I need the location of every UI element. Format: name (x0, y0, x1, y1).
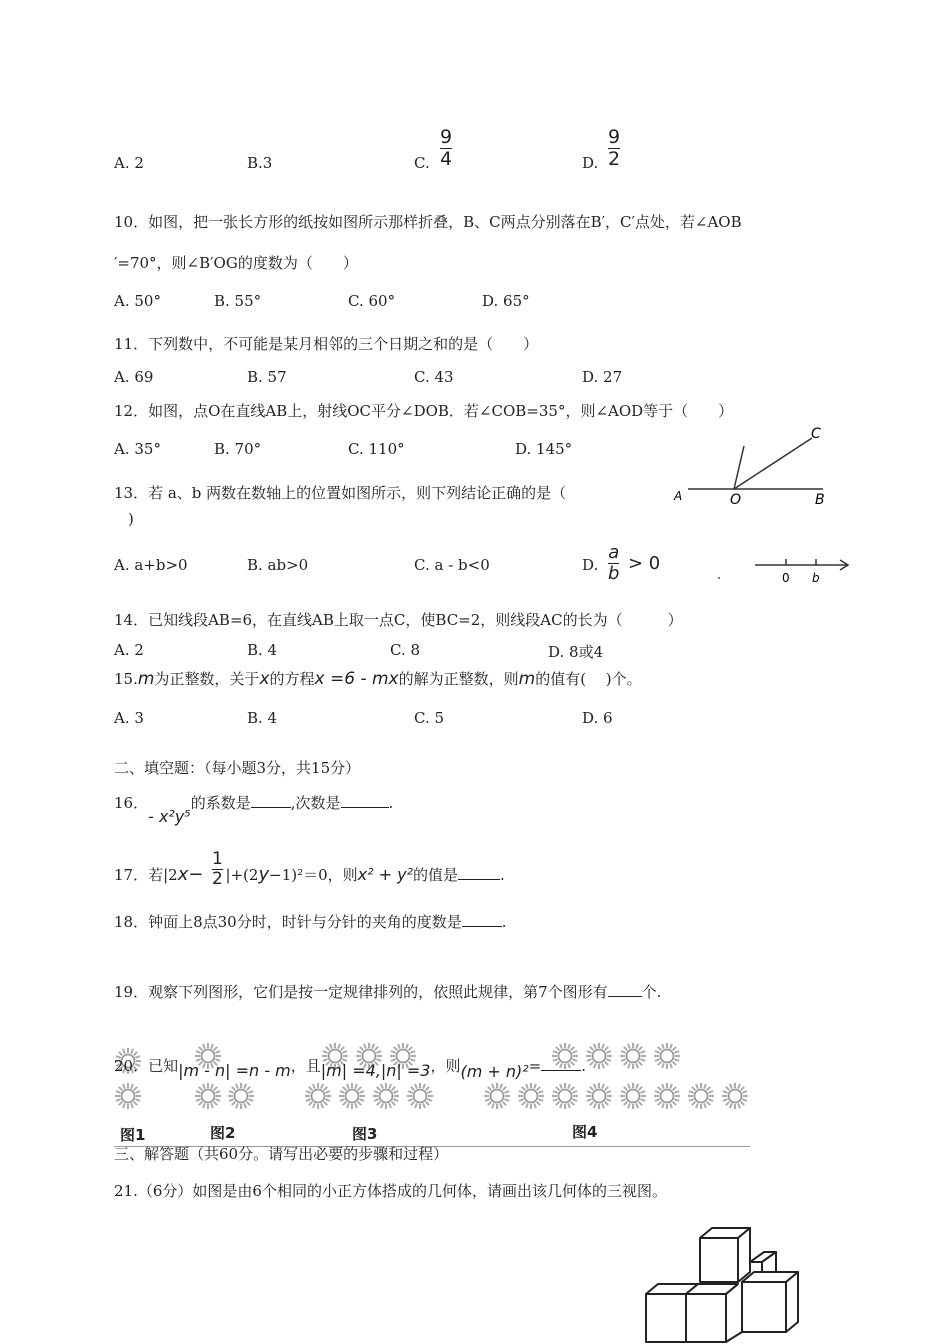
cube-bottom-edge (726, 1332, 742, 1342)
q9-option-b: B.3 (247, 154, 273, 172)
q21-cube-figure (638, 1222, 808, 1344)
q20-text-2: ，且 (290, 1057, 321, 1075)
q9-c-denominator: 4 (440, 147, 453, 170)
q17-blank (458, 879, 500, 880)
sun-icon (304, 1082, 332, 1114)
q20-blank (541, 1070, 581, 1071)
q15-option-d: D. 6 (582, 709, 613, 727)
cube-right-side (786, 1272, 798, 1332)
q13-option-c: C. a - b<0 (414, 556, 490, 574)
q17-half-fraction (212, 851, 223, 889)
q12-angle-figure (668, 420, 848, 510)
q17-denominator: 2 (212, 868, 223, 889)
q12-option-c: C. 110° (348, 440, 405, 458)
q17-text-4: 的值是 (413, 866, 459, 884)
q14-option-d: D. 8或4 (548, 643, 604, 661)
q20-text-3: ，则 (430, 1057, 461, 1075)
q16-question (114, 794, 394, 826)
q18-end: . (501, 913, 507, 931)
q10-line-2: ′=70°，则∠B′OG的度数为（ ） (114, 254, 358, 272)
q11-option-c: C. 43 (414, 368, 454, 386)
figure-label-2: 图2 (210, 1124, 236, 1142)
q13-option-d-inequality: > 0 (628, 553, 661, 574)
label-c: C (811, 426, 821, 442)
q9-option-d-label: D. (582, 154, 599, 172)
q17-minus: − (188, 864, 204, 885)
q19-end: 个. (641, 983, 662, 1001)
q17-expression: x² + y² (357, 865, 413, 884)
q12-option-d: D. 145° (515, 440, 573, 458)
q17-var-y: y (258, 864, 270, 885)
q17-text-2: |+(2 (225, 866, 259, 884)
q19-question (114, 985, 661, 1000)
sun-icon (619, 1082, 647, 1114)
section-3-heading: 三、解答题（共60分。请写出必要的步骤和过程） (114, 1145, 449, 1163)
sun-icon (227, 1082, 255, 1114)
q14-option-a: A. 2 (114, 641, 144, 659)
q13-option-b: B. ab>0 (247, 556, 309, 574)
q15-option-c: C. 5 (414, 709, 445, 727)
q16-expression: - x²y⁵ (148, 807, 191, 826)
q15-option-a: A. 3 (114, 709, 144, 727)
q14-option-c: C. 8 (390, 641, 421, 659)
sun-icon (585, 1042, 613, 1074)
sun-icon (721, 1082, 749, 1114)
sun-icon (585, 1082, 613, 1114)
q14-option-b: B. 4 (247, 641, 278, 659)
q10-option-c: C. 60° (348, 292, 396, 310)
cube-top-side (738, 1228, 750, 1282)
q20-abs-values: |m| =4,|n| =3 (320, 1061, 431, 1080)
q19-blank (608, 996, 642, 997)
sun-icon (653, 1082, 681, 1114)
ray-oc (734, 438, 812, 489)
cube-right-front (742, 1282, 786, 1332)
q15-text-3: 的解为正整数，则 (398, 670, 519, 688)
label-b: b (812, 571, 820, 585)
q16-end: . (388, 794, 394, 812)
q9-option-d-fraction (608, 128, 620, 170)
q16-text-1: 的系数是 (190, 794, 251, 812)
q13-number-line (710, 552, 860, 592)
sun-icon (372, 1082, 400, 1114)
q15-equation: x =6 - mx (314, 669, 399, 689)
q10-option-d: D. 65° (482, 292, 530, 310)
q13-option-d-label: D. (582, 556, 599, 574)
q20-equals: = (528, 1057, 542, 1075)
q11-question: 11．下列数中，不可能是某月相邻的三个日期之和的是（ ） (114, 335, 539, 353)
q15-var-x: x (259, 669, 270, 689)
q17-var-x: x (177, 864, 189, 885)
q15-text-4: 的值有( )个。 (535, 670, 642, 688)
q13-d-denominator: b (608, 562, 620, 584)
q21-question: 21.（6分）如图是由6个相同的小正方体搭成的几何体，请画出该几何体的三视图。 (114, 1182, 667, 1200)
q13-question-end: ) (128, 510, 134, 528)
q13-option-d-fraction (608, 544, 619, 584)
q14-question: 14．已知线段AB=6，在直线AB上取一点C，使BC=2，则线段AC的长为（ ） (114, 611, 683, 629)
q9-option-a: A. 2 (114, 154, 144, 172)
sun-icon (653, 1042, 681, 1074)
label-o: O (730, 492, 742, 508)
q16-blank-coefficient (251, 807, 291, 808)
figure-label-1: 图1 (120, 1126, 146, 1144)
q9-d-denominator: 2 (608, 147, 621, 170)
q15-text-2: 的方程 (269, 670, 315, 688)
q10-line-1: 10．如图，把一张长方形的纸按如图所示那样折叠，B、C两点分别落在B′，C′点处，若∠AOB (114, 213, 742, 231)
q12-question: 12．如图，点O在直线AB上，射线OC平分∠DOB．若∠COB=35°，则∠AOD等于（ ） (114, 402, 734, 420)
cube-left-front (646, 1294, 686, 1342)
q17-text-1: 17．若|2 (114, 866, 178, 884)
sun-icon (194, 1082, 222, 1114)
q16-number: 16． (114, 794, 149, 812)
q15-question (114, 671, 642, 688)
q10-option-b: B. 55° (214, 292, 262, 310)
q17-question (114, 866, 505, 884)
q15-var-m-2: m (518, 669, 536, 689)
q9-option-c-fraction (440, 128, 452, 170)
q16-blank-degree (341, 807, 389, 808)
sun-icon (483, 1082, 511, 1114)
q16-text-2: ,次数是 (290, 794, 341, 812)
q20-question (114, 1057, 587, 1081)
q18-blank (462, 926, 502, 927)
label-b: B (815, 492, 825, 508)
label-zero: 0 (782, 571, 790, 585)
q19-text: 19．观察下列图形，它们是按一定规律排列的，依照此规律，第7个图形有 (114, 983, 608, 1001)
q13-option-a: A. a+b>0 (114, 556, 188, 574)
q9-option-c-label: C. (414, 154, 430, 172)
sun-icon (114, 1082, 142, 1114)
sun-icon (406, 1082, 434, 1114)
q13-d-numerator: a (608, 542, 620, 563)
figure-label-4: 图4 (572, 1123, 598, 1141)
figure-label-3: 图3 (352, 1125, 378, 1143)
sun-icon (619, 1042, 647, 1074)
q12-option-b: B. 70° (214, 440, 262, 458)
q17-end: . (500, 866, 505, 884)
q18-question (114, 915, 507, 930)
section-2-heading: 二、填空题：（每小题3分，共15分） (114, 759, 361, 777)
q20-abs-condition: |m - n| =n - m (178, 1061, 291, 1080)
q15-option-b: B. 4 (247, 709, 278, 727)
q13-question: 13．若 a、b 两数在数轴上的位置如图所示，则下列结论正确的是（ (114, 484, 567, 502)
q9-c-numerator: 9 (440, 126, 453, 148)
q11-option-b: B. 57 (247, 368, 287, 386)
sun-icon (338, 1082, 366, 1114)
sun-icon (687, 1082, 715, 1114)
q15-var-m: m (137, 669, 155, 689)
sun-icon (517, 1082, 545, 1114)
q15-text-1: 为正整数，关于 (154, 670, 260, 688)
q20-expression: (m + n)² (460, 1062, 529, 1081)
cube-top-front (700, 1238, 738, 1282)
q17-text-3: −1)²＝0，则 (269, 866, 358, 884)
sun-icon (551, 1082, 579, 1114)
q20-end: . (581, 1057, 587, 1075)
q18-text: 18．钟面上8点30分时，时针与分针的夹角的度数是 (114, 913, 462, 931)
q15-number: 15. (114, 670, 138, 688)
q11-option-d: D. 27 (582, 368, 623, 386)
q9-d-numerator: 9 (608, 126, 621, 148)
cube-mid-front (686, 1294, 726, 1342)
q10-option-a: A. 50° (114, 292, 161, 310)
q17-numerator: 1 (212, 849, 223, 869)
q20-text-1: 20．已知 (114, 1057, 179, 1075)
label-a: A (674, 489, 683, 503)
q12-option-a: A. 35° (114, 440, 161, 458)
q11-option-a: A. 69 (114, 368, 154, 386)
